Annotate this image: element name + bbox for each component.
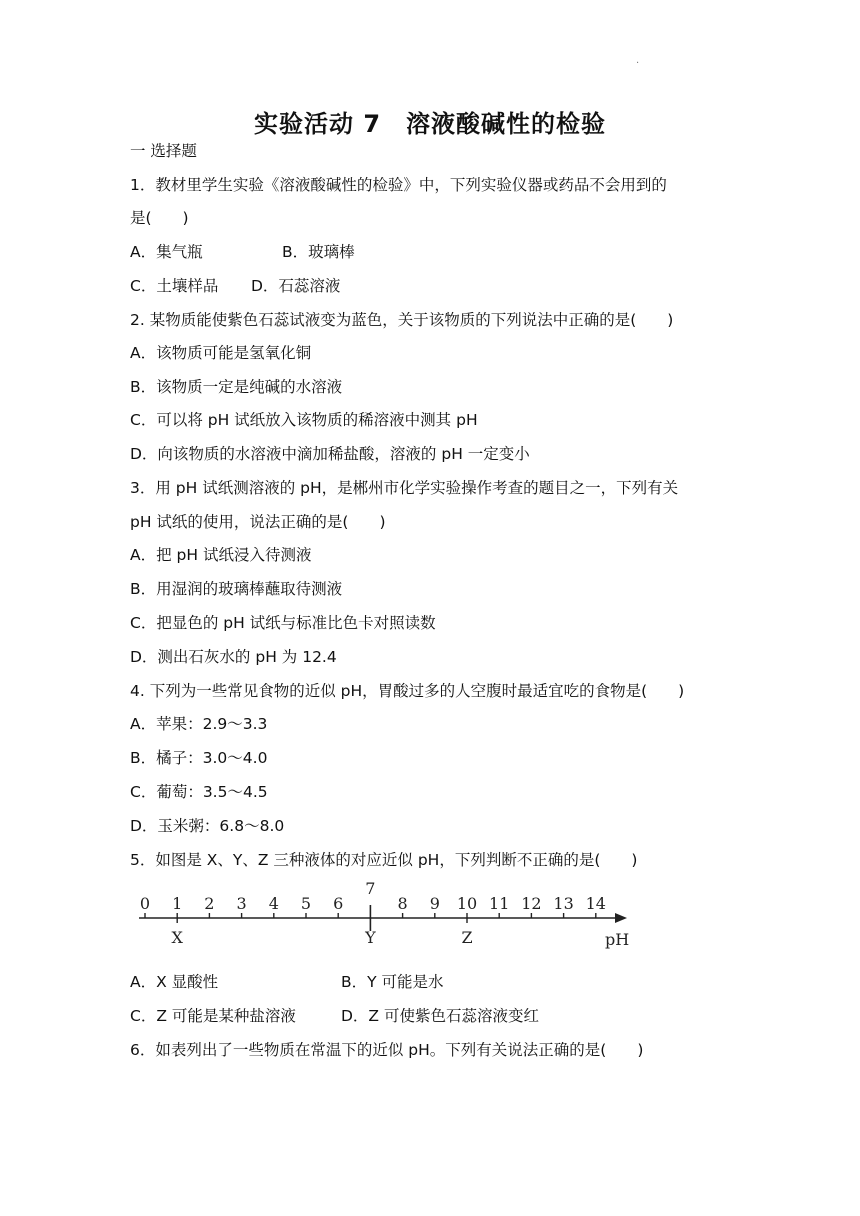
question-2-option-d: D．向该物质的水溶液中滴加稀盐酸，溶液的 pH 一定变小 xyxy=(130,445,530,463)
ph-tick-label: 4 xyxy=(268,894,279,913)
ph-tick-label: 10 xyxy=(456,894,478,913)
ph-tick-label: 11 xyxy=(489,894,510,913)
header-mark: · xyxy=(636,58,640,69)
ph-tick-label: 0 xyxy=(139,894,151,913)
question-3-option-c: C．把显色的 pH 试纸与标准比色卡对照读数 xyxy=(130,614,436,632)
ph-tick-label: 5 xyxy=(300,894,312,913)
question-2-option-c: C．可以将 pH 试纸放入该物质的稀溶液中测其 pH xyxy=(130,411,478,429)
question-3-option-a: A．把 pH 试纸浸入待测液 xyxy=(130,546,312,564)
ph-tick-label: 7 xyxy=(365,879,376,898)
question-5-option-b: B．Y 可能是水 xyxy=(341,973,444,991)
ph-tick-label: 9 xyxy=(429,894,440,913)
ph-tick-label: 13 xyxy=(553,894,574,913)
question-2-option-a: A．该物质可能是氢氧化铜 xyxy=(130,344,312,362)
question-5-option-c: C．Z 可能是某种盐溶液 xyxy=(130,1007,296,1025)
question-2-option-b: B．该物质一定是纯碱的水溶液 xyxy=(130,378,343,396)
section-heading: 一 选择题 xyxy=(130,142,197,160)
ph-marker-label: Z xyxy=(461,928,473,947)
ph-tick-label: 12 xyxy=(521,894,542,913)
ph-tick-label: 8 xyxy=(397,894,408,913)
ph-tick-label: 14 xyxy=(585,894,606,913)
question-1-option-b: B．玻璃棒 xyxy=(282,243,355,261)
question-4-option-a: A．苹果：2.9～3.3 xyxy=(130,715,268,733)
question-6-stem: 6．如表列出了一些物质在常温下的近似 pH。下列有关说法正确的是( ) xyxy=(130,1041,644,1059)
ph-tick-label: 1 xyxy=(172,894,183,913)
ph-scale-figure xyxy=(135,878,635,950)
question-5-option-d: D．Z 可使紫色石蕊溶液变红 xyxy=(341,1007,539,1025)
ph-marker-label: Y xyxy=(365,928,376,947)
ph-tick-label: 3 xyxy=(236,894,247,913)
question-4-option-b: B．橘子：3.0～4.0 xyxy=(130,749,268,767)
question-3-stem-cont: pH 试纸的使用，说法正确的是( ) xyxy=(130,513,386,531)
question-4-option-c: C．葡萄：3.5～4.5 xyxy=(130,783,268,801)
question-3-option-d: D．测出石灰水的 pH 为 12.4 xyxy=(130,648,337,666)
question-1-option-a: A．集气瓶 xyxy=(130,243,203,261)
question-1-option-c: C．土壤样品 xyxy=(130,277,219,295)
question-1-stem-cont: 是( ) xyxy=(130,209,189,227)
ph-axis-arrow-icon xyxy=(615,913,627,923)
question-5-option-a: A．X 显酸性 xyxy=(130,973,219,991)
question-4-stem: 4. 下列为一些常见食物的近似 pH，胃酸过多的人空腹时最适宜吃的食物是( ) xyxy=(130,682,685,700)
question-5-stem: 5．如图是 X、Y、Z 三种液体的对应近似 pH，下列判断不正确的是( ) xyxy=(130,851,638,869)
question-1-option-d: D．石蕊溶液 xyxy=(251,277,341,295)
question-4-option-d: D．玉米粥：6.8～8.0 xyxy=(130,817,285,835)
ph-tick-label: 2 xyxy=(204,894,215,913)
question-2-stem: 2. 某物质能使紫色石蕊试液变为蓝色，关于该物质的下列说法中正确的是( ) xyxy=(130,311,674,329)
page-title: 实验活动 7 溶液酸碱性的检验 xyxy=(253,110,607,138)
ph-axis-label: pH xyxy=(605,930,630,949)
ph-tick-label: 6 xyxy=(333,894,344,913)
ph-marker-label: X xyxy=(171,928,183,947)
question-3-option-b: B．用湿润的玻璃棒蘸取待测液 xyxy=(130,580,343,598)
question-1-stem: 1．教材里学生实验《溶液酸碱性的检验》中，下列实验仪器或药品不会用到的 xyxy=(130,176,667,194)
ph-scale-svg xyxy=(135,878,635,950)
question-3-stem: 3．用 pH 试纸测溶液的 pH，是郴州市化学实验操作考查的题目之一，下列有关 xyxy=(130,479,679,497)
